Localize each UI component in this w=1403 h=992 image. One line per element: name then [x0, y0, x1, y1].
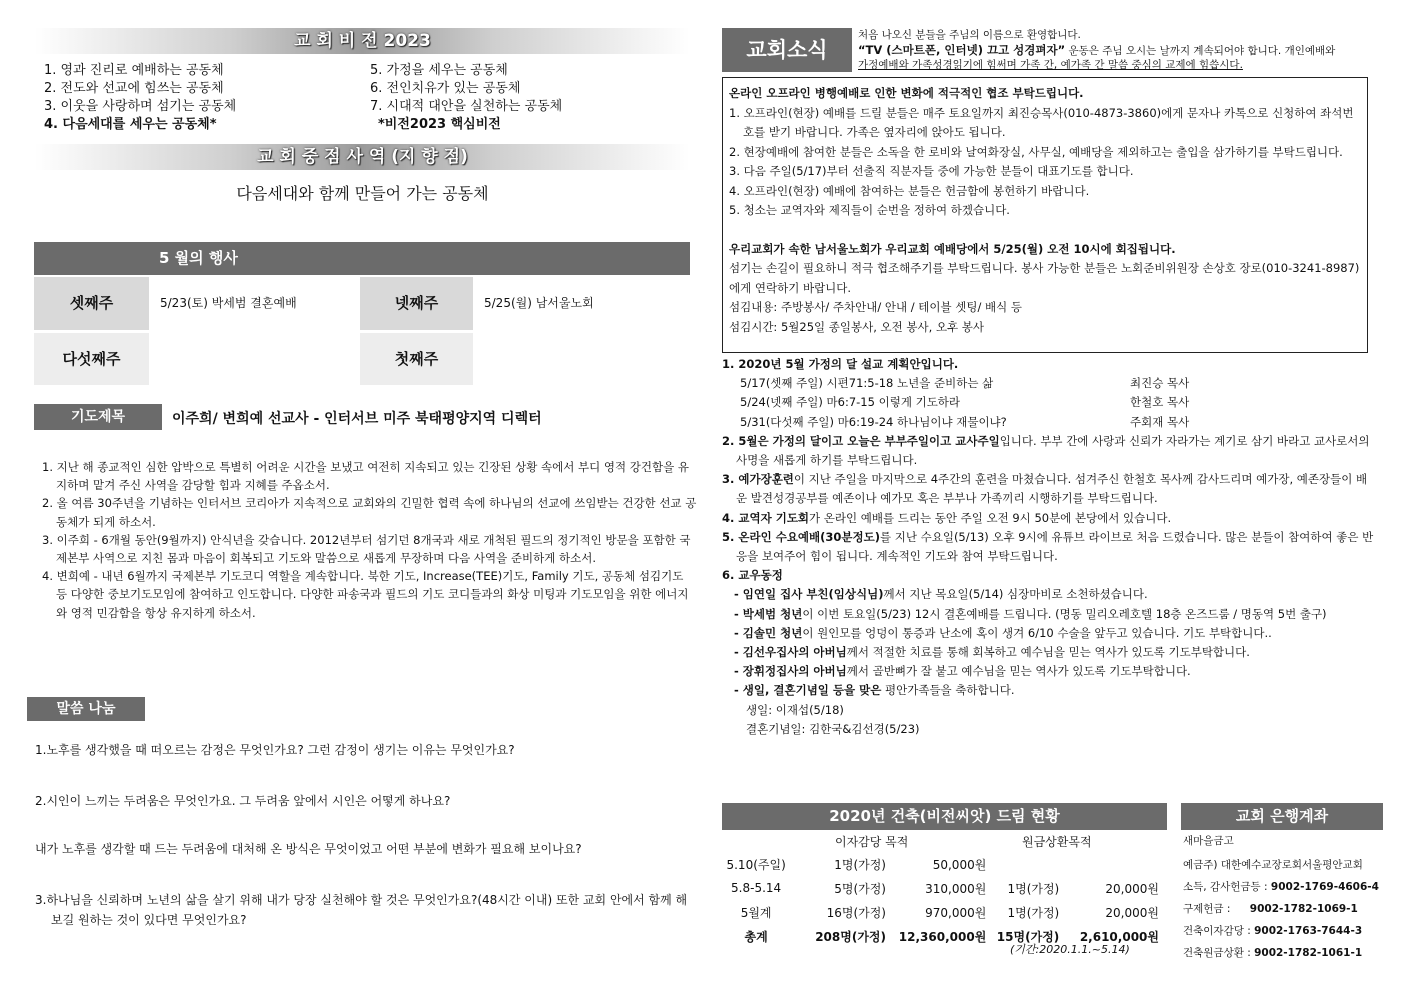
- building-principal-count: [987, 852, 1060, 876]
- building-period: 5월계: [740, 905, 772, 920]
- building-table: [722, 852, 1167, 948]
- vision-item: 3. 이웃을 사랑하며 섬기는 공동체: [44, 99, 237, 114]
- account-label: 소득, 감사헌금등 :: [1183, 881, 1268, 893]
- bank-holder: 예금주) 대한예수교장로회서울평안교회: [1183, 859, 1363, 871]
- notice-6-title: 6. 교우동정: [722, 568, 783, 583]
- notice-3-text: 이 지난 주일을 마지막으로 4주간의 훈련을 마쳤습니다. 섬겨주신 한철호 목사께 감사드리며 예가장, 예존장들이 배운 발견성경공부를 예존이나 예가모 혹은 부부나 가족끼리 시행하기를 부탁드립니다.: [736, 472, 1368, 506]
- presbytery-title: 우리교회가 속한 남서울노회가 우리교회 예배당에서 5/25(월) 오전 10시에 회집됩니다.: [729, 241, 1176, 256]
- event-label-week3: 셋째주: [34, 277, 149, 330]
- notice-4-text: 가 온라인 예배를 드리는 동안 주일 오전 9시 50분에 본당에서 있습니다.: [809, 510, 1172, 525]
- notice-box-item: 3. 다음 주일(5/17)부터 선출직 직분자들 중에 가능한 분들이 대표기도를 합니다.: [729, 164, 1134, 178]
- building-interest-count: 1명(가정): [834, 857, 886, 872]
- notice-box-item: 4. 오프라인(현장) 예배에 참여하는 분들은 헌금함에 봉헌하기 바랍니다.: [729, 183, 1090, 198]
- building-row: [722, 852, 1167, 876]
- events-title: 5 월의 행사: [159, 249, 238, 267]
- presbytery-text: 섬기는 손길이 필요하니 적극 협조해주기를 부탁드립니다. 봉사 가능한 분들은 노회준비위원장 손상호 장로(010-3241-8987)에게 연락하기 바랍니다.: [729, 261, 1360, 295]
- vision-list-1: [44, 62, 364, 134]
- notice-5-title: 5. 온라인 수요예배(30분정도): [722, 529, 880, 544]
- account-number: 9002-1782-1069-1: [1249, 903, 1358, 915]
- building-header: [722, 833, 1167, 853]
- news-intro-3: 가정예배와 가족성경읽기에 힘써며 가족 간, 예가족 간 말씀 중심의 교제에 힘씁시다.: [858, 59, 1243, 71]
- account-number: 9002-1769-4606-4: [1270, 881, 1379, 893]
- bank-name: 새마을금고: [1183, 835, 1234, 847]
- building-principal-amount: 20,000원: [1105, 905, 1159, 920]
- building-row: [722, 876, 1167, 900]
- vision-item: 5. 가정을 세우는 공동체: [370, 63, 508, 78]
- serve-content: 섬김내용: 주방봉사/ 주차안내/ 안내 / 테이블 셋팅/ 배식 등: [729, 300, 1023, 314]
- word-question-4: 3.하나님을 신뢰하며 노년의 삶을 살기 위해 내가 당장 실천해야 할 것은 무엇인가요?(48시간 이내) 또한 교회 안에서 함께 해보길 원하는 것이 있다면 무엇인가요?: [35, 893, 688, 927]
- building-principal-count: 15명(가정): [996, 929, 1060, 944]
- prayer-list: [42, 458, 698, 622]
- building-head-interest: 이자감당 목적: [835, 835, 909, 849]
- member-news-text: 께서 골반뼈가 잘 붙고 예수님을 믿는 역사가 있도록 기도부탁합니다.: [846, 664, 1191, 679]
- vision-title-bar: [35, 28, 690, 54]
- notice-box-title: 온라인 오프라인 병행예배로 인한 변화에 적극적인 협조 부탁드립니다.: [729, 86, 1084, 100]
- word-question-1: 1.노후를 생각했을 때 떠오르는 감정은 무엇인가요? 그런 감정이 생기는 이유는 무엇인가요?: [35, 743, 515, 757]
- event-label-week5: 다섯째주: [34, 333, 149, 385]
- focus-text: 다음세대와 함께 만들어 가는 공동체: [236, 184, 489, 203]
- serve-time: 섬김시간: 5월25일 종일봉사, 오전 봉사, 오후 봉사: [729, 319, 985, 334]
- member-news-text: 이 원인모를 엉덩이 통증과 난소에 혹이 생겨 6/10 수술을 앞두고 있습니다. 기도 부탁합니다..: [802, 625, 1272, 640]
- building-interest-amount: 12,360,000원: [898, 929, 987, 944]
- prayer-item: 2. 올 여름 30주년을 기념하는 인터서브 코리아가 지속적으로 교회와의 긴밀한 협력 속에 하나님의 선교에 쓰임받는 건강한 선교 공동체가 되게 하소서.: [42, 496, 697, 529]
- notice-2-title: 2. 5월은 가정의 달이고 오늘은 부부주일이고 교사주일: [722, 433, 1000, 448]
- word-question-2: 2.시인이 느끼는 두려움은 무엇인가요. 그 두려움 앞에서 시인은 어떻게 하나요?: [35, 794, 451, 808]
- word-question-3: 내가 노후를 생각할 때 드는 두려움에 대처해 온 방식은 무엇이었고 어떤 부분에 변화가 필요해 보이나요?: [35, 842, 582, 856]
- sermon-item: 5/17(셋째 주일) 시편71:5-18 노년을 준비하는 삶: [740, 376, 994, 391]
- event-text-week3: 5/23(토) 박세범 결혼예배: [160, 296, 297, 310]
- building-interest-count: 16명(가정): [826, 905, 886, 920]
- events-title-bar: [34, 242, 690, 275]
- sermon-item: 5/24(넷째 주일) 마6:7-15 이렇게 기도하라: [740, 395, 961, 410]
- building-principal-amount: [1060, 852, 1167, 876]
- prayer-item: 4. 변희예 - 내년 6월까지 국제본부 기도코디 역할을 계속합니다. 북한 기도, Increase(TEE)기도, Family 기도, 공동체 섬김기도 등 다양한 중보기도모임에 참여하고 인도합니다. 다양한 파송국과 필드의 기도 코디들과의 화상 미팅과 기도모임을 위한 에너지와 영적 민감함을 항상 유지하게 하소서.: [42, 569, 689, 620]
- sermon-preacher: 주회재 목사: [1130, 414, 1190, 429]
- notices: [722, 355, 1378, 739]
- building-interest-amount: 310,000원: [925, 881, 987, 896]
- notice-5-text: 를 지난 수요일(5/13) 오후 9시에 유튜브 라이브로 처음 드렸습니다. 많은 분들이 참여하여 좋은 반응을 보여주어 힘이 됩니다. 계속적인 기도와 참여 부탁드립니다.: [736, 529, 1374, 563]
- building-head-principal: 원금상환목적: [1022, 835, 1092, 849]
- building-period: 5.10(주일): [726, 857, 786, 872]
- news-intro-1: 처음 나오신 분들을 주님의 이름으로 환영합니다.: [858, 29, 1081, 41]
- sermon-preacher: 최진승 목사: [1130, 376, 1190, 391]
- prayer-item: 1. 지난 해 종교적인 심한 압박으로 특별히 어려운 시간을 보냈고 여전히 지속되고 있는 긴장된 상황 속에서 부디 영적 강건함을 유지하며 맡겨 주신 사역을 감당할 힘과 지혜를 주옵소서.: [42, 460, 689, 493]
- building-note: (기간:2020.1.1.~5.14): [1010, 943, 1130, 956]
- member-news-name: - 김솔민 청년: [734, 625, 803, 640]
- vision-item: 2. 전도와 선교에 힘쓰는 공동체: [44, 81, 224, 96]
- member-news-text: 께서 지난 목요일(5/14) 심장마비로 소천하셨습니다.: [883, 587, 1148, 602]
- building-row: [722, 900, 1167, 924]
- member-news-text: 평안가족들을 축하합니다.: [881, 683, 1015, 698]
- building-interest-amount: 970,000원: [925, 905, 987, 920]
- news-label: 교회소식: [722, 28, 852, 72]
- vision-title: 교 회 비 전 2023: [294, 31, 431, 51]
- prayer-heading: 이주희/ 변희예 선교사 - 인터서브 미주 북태평양지역 디렉터: [172, 411, 542, 427]
- building-principal-count: 1명(가정): [1007, 905, 1060, 920]
- notice-box-item: 5. 청소는 교역자와 제직들이 순번을 정하여 하겠습니다.: [729, 203, 1010, 217]
- building-period: 5.8-5.14: [731, 881, 782, 895]
- prayer-item: 3. 이주희 - 6개월 동안(9월까지) 안식년을 갖습니다. 2012년부터 섬기던 8개국과 새로 개척된 필드의 정기적인 방문을 포함한 국제본부 사역으로 지친 몸과 마음이 회복되고 기도와 말씀으로 새롭게 무장하며 다음 사역을 준비하게 하소서.: [42, 532, 691, 566]
- notice-box-item: 1. 오프라인(현장) 예배를 드릴 분들은 매주 토요일까지 최진승목사(010-4873-3860)에게 문자나 카톡으로 신청하여 좌석번호를 받기 바랍니다. 가족은 옆자리에 앉아도 됩니다.: [729, 105, 1354, 139]
- event-label-week1: 첫째주: [360, 333, 473, 385]
- building-principal-amount: 20,000원: [1105, 881, 1159, 896]
- notice-2-text: 입니다. 부부 간에 사랑과 신뢰가 자라가는 계기로 삼기 바라고 교사로서의 사명을 새롭게 하기를 부탁드립니다.: [736, 433, 1370, 467]
- account-number: 9002-1763-7644-3: [1254, 925, 1363, 937]
- vision-item: 1. 영과 진리로 예배하는 공동체: [44, 63, 224, 78]
- account-label: 건축원금상환 :: [1183, 947, 1251, 959]
- anniversary: 결혼기념일: 김한국&김선경(5/23): [746, 721, 920, 736]
- sermon-item: 5/31(다섯째 주일) 마6:19-24 하나님이냐 재물이냐?: [740, 414, 1007, 429]
- building-interest-amount: 50,000원: [932, 857, 987, 872]
- vision-item: 6. 전인치유가 있는 공동체: [370, 81, 521, 96]
- focus-title-bar: [35, 144, 690, 170]
- building-interest-count: 208명(가정): [815, 929, 886, 944]
- event-text-week4: 5/25(월) 남서울노회: [484, 296, 594, 310]
- member-news-name: - 김선우집사의 아버님: [734, 645, 847, 659]
- prayer-label: 기도제목: [34, 404, 162, 430]
- notice-box-item: 2. 현장예배에 참여한 분들은 소독을 한 로비와 날여화장실, 사무실, 예배당을 제외하고는 출입을 삼가하기를 부탁드립니다.: [729, 144, 1343, 159]
- news-intro-campaign: “TV (스마트폰, 인터넷) 끄고 성경펴자”: [858, 42, 1066, 57]
- member-news-name: - 박세범 청년: [734, 606, 803, 621]
- building-period: 총계: [744, 929, 768, 944]
- vision-list-2: [370, 62, 690, 134]
- news-intro: [858, 28, 1378, 73]
- account-label: 구제헌금 :: [1183, 903, 1231, 915]
- building-title: 2020년 건축(비전씨앗) 드림 현황: [722, 803, 1167, 830]
- building-interest-count: 5명(가정): [834, 881, 886, 896]
- news-intro-2: 운동은 주님 오시는 날까지 계속되어야 합니다. 개인예배와: [1065, 44, 1336, 57]
- account-label: 건축이자감당 :: [1183, 925, 1251, 937]
- birthday: 생일: 이재섭(5/18): [746, 702, 844, 717]
- event-label-week4: 넷째주: [360, 277, 473, 330]
- bank-info: [1183, 833, 1398, 967]
- sermon-preacher: 한철호 목사: [1130, 395, 1190, 410]
- member-news-name: - 임연일 집사 부친(임상식님): [734, 587, 884, 602]
- notice-1-title: 1. 2020년 5월 가정의 달 설교 계획안입니다.: [722, 357, 959, 371]
- member-news-text: 이 이번 토요일(5/23) 12시 결혼예배를 드립니다. (명동 밀리오레호텔 18층 온즈드룸 / 명동역 5번 출구): [802, 606, 1327, 621]
- focus-title: 교 회 중 점 사 역 (지 향 점): [257, 147, 468, 167]
- building-principal-amount: 2,610,000원: [1079, 929, 1159, 944]
- notice-4-title: 4. 교역자 기도회: [722, 510, 810, 525]
- bank-title: 교회 은행계좌: [1181, 803, 1383, 830]
- member-news-name: - 생일, 결혼기념일 등을 맞은: [734, 683, 882, 698]
- vision-item-core: 4. 다음세대를 세우는 공동체*: [44, 117, 217, 132]
- member-news-name: - 장휘정집사의 아버님: [734, 664, 847, 679]
- account-number: 9002-1782-1061-1: [1254, 947, 1363, 959]
- word-label: 말씀 나눔: [27, 697, 145, 721]
- member-news-text: 께서 적절한 치료를 통해 회복하고 예수님을 믿는 역사가 있도록 기도부탁합니다.: [846, 645, 1250, 659]
- building-principal-count: 1명(가정): [1007, 881, 1060, 896]
- vision-core-note: *비전2023 핵심비전: [378, 117, 501, 132]
- vision-item: 7. 시대적 대안을 실천하는 공동체: [370, 99, 563, 114]
- notice-3-title: 3. 예가장훈련: [722, 472, 794, 487]
- notice-box: [722, 77, 1368, 353]
